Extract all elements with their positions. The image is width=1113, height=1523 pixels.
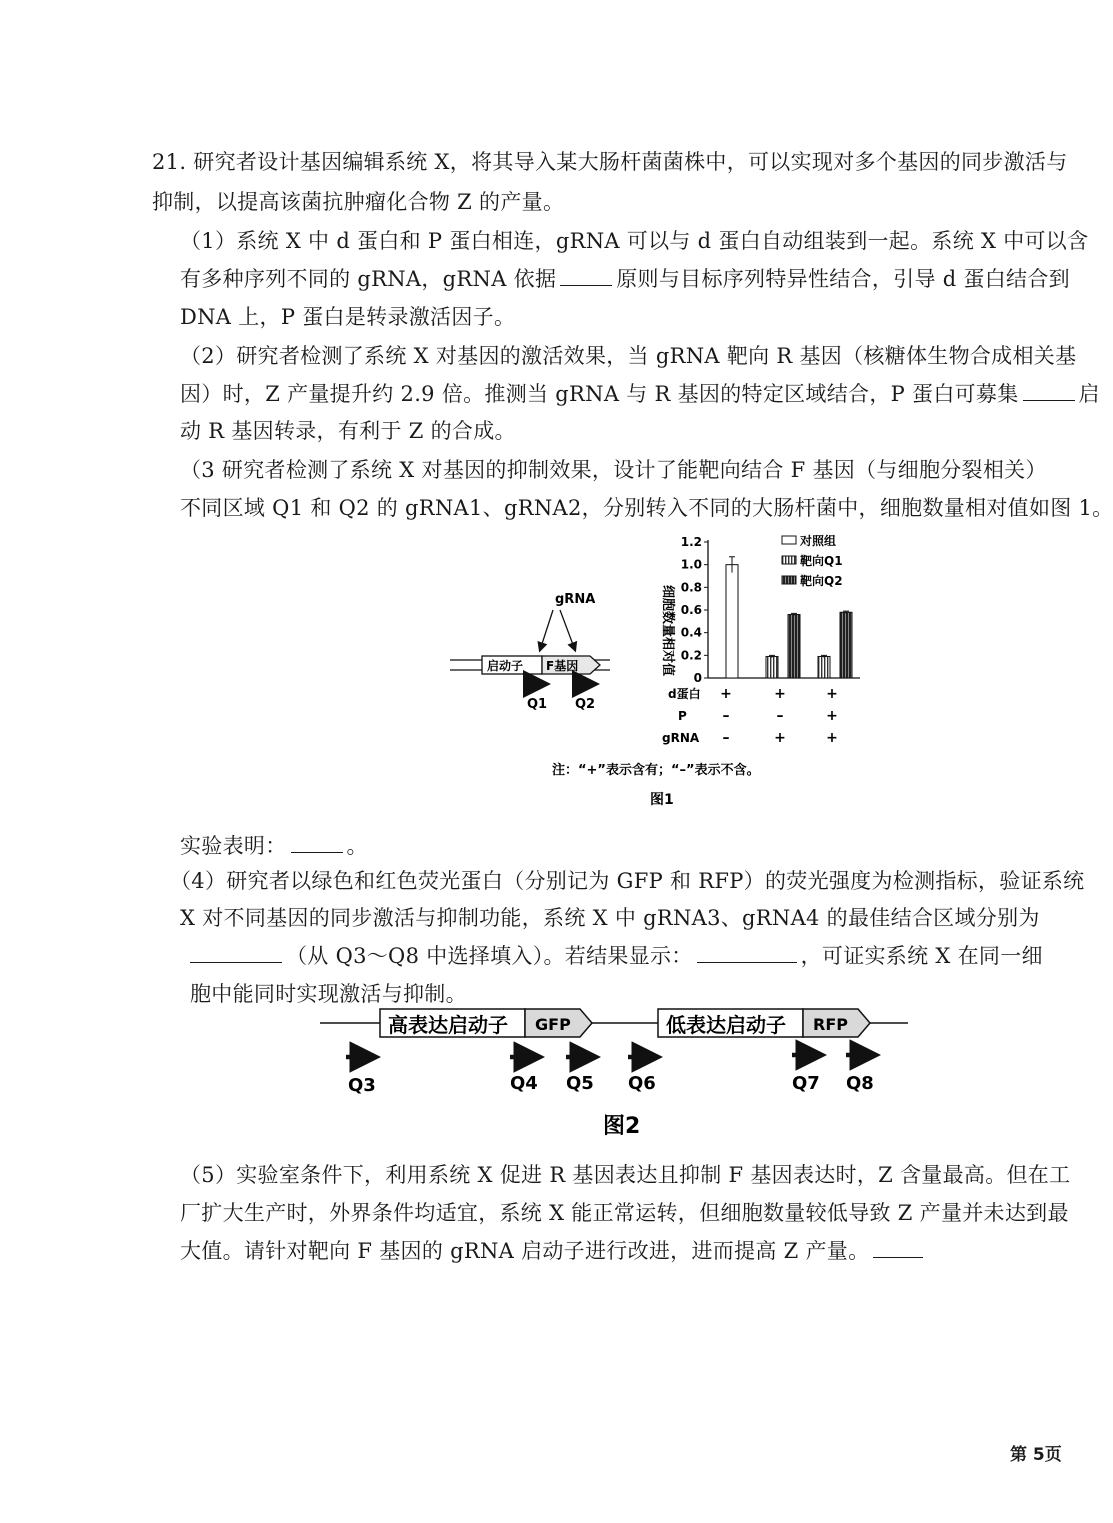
- answer-blank-4[interactable]: [190, 942, 282, 963]
- y-tick-label: 1.0: [680, 557, 702, 572]
- part5-line-1: （5）实验室条件下，利用系统 X 促进 R 基因表达且抑制 F 基因表达时，Z 含量最高。但在工: [180, 1163, 1071, 1187]
- page-number: 第 5页: [1010, 1445, 1062, 1465]
- figure1-note: 注：“+”表示含有；“–”表示不含。: [552, 763, 760, 778]
- row-label-d: d蛋白: [668, 687, 701, 701]
- part5-line-2: 厂扩大生产时，外界条件均适宜，系统 X 能正常运转，但细胞数量较低导致 Z 产量并未达到最: [180, 1201, 1069, 1225]
- part2-text-post: 启: [1078, 382, 1100, 406]
- q1-label: Q1: [527, 697, 548, 712]
- q2-label: Q2: [575, 697, 596, 712]
- part4-line-3: [190, 941, 1043, 971]
- part1-line-2: [180, 264, 1070, 294]
- part4-line-4: 胞中能同时实现激活与抑制。: [190, 982, 467, 1006]
- part5-text: 大值。请针对靶向 F 基因的 gRNA 启动子进行改进，进而提高 Z 产量。: [180, 1239, 870, 1263]
- condition-symbol: +: [774, 686, 786, 702]
- chart-ylabel: 细胞数量相对值: [660, 585, 675, 677]
- low-promoter-label: 低表达启动子: [666, 1013, 786, 1037]
- figure-1: [440, 530, 880, 820]
- bar-dark-stripe: [788, 615, 800, 678]
- part5-line-3: [180, 1236, 927, 1266]
- grna-arrow-right: [560, 610, 575, 650]
- legend-label-q2: 靶向Q2: [800, 574, 843, 588]
- part2-line-1: （2）研究者检测了系统 X 对基因的激活效果，当 gRNA 靶向 R 基因（核糖体生物合成相关基: [180, 344, 1077, 368]
- q8-label: Q8: [846, 1073, 874, 1094]
- y-tick-label: 1.2: [680, 535, 702, 549]
- bar-dark-stripe: [840, 612, 852, 678]
- part4-line-1: （4）研究者以绿色和红色荧光蛋白（分别记为 GFP 和 RFP）的荧光强度为检测指标，验证系统: [170, 869, 1085, 893]
- condition-symbol: +: [826, 730, 838, 746]
- part3-result-pre: 实验表明：: [180, 834, 287, 858]
- promoter-label: 启动子: [487, 659, 524, 673]
- condition-symbol: +: [826, 708, 838, 724]
- y-tick-label: 0.4: [680, 625, 702, 640]
- condition-symbol: –: [722, 708, 730, 724]
- gfp-label: GFP: [535, 1015, 571, 1034]
- y-tick-label: 0.8: [680, 580, 702, 595]
- part3-result-post: 。: [346, 834, 368, 858]
- high-promoter-label: 高表达启动子: [388, 1013, 508, 1037]
- part1-line-1: （1）系统 X 中 d 蛋白和 P 蛋白相连，gRNA 可以与 d 蛋白自动组装到一起。系统 X 中可以含: [180, 229, 1089, 253]
- q6-label: Q6: [628, 1073, 656, 1094]
- part4-line-2: X 对不同基因的同步激活与抑制功能，系统 X 中 gRNA3、gRNA4 的最佳结合区域分别为: [180, 906, 1040, 930]
- part2-line-2: [180, 379, 1100, 409]
- part1-text-pre: 有多种序列不同的 gRNA，gRNA 依据: [180, 267, 557, 291]
- condition-symbol: +: [720, 686, 732, 702]
- condition-symbol: +: [774, 730, 786, 746]
- figure2-caption: 图2: [603, 1114, 641, 1139]
- legend-swatch-control: [782, 536, 796, 544]
- grna-arrow-left: [540, 610, 553, 650]
- chart-legend: [782, 533, 843, 588]
- figure-2: [300, 1005, 920, 1145]
- part4-text-mid: （从 Q3～Q8 中选择填入）。若结果显示：: [286, 944, 693, 968]
- legend-swatch-q2: [782, 576, 796, 584]
- row-label-p: P: [678, 709, 687, 723]
- part3-line-1: （3 研究者检测了系统 X 对基因的抑制效果，设计了能靶向结合 F 基因（与细胞分裂相关）: [180, 458, 1047, 482]
- part1-text-post: 原则与目标序列特异性结合，引导 d 蛋白结合到: [616, 267, 1070, 291]
- part3-result-line: [180, 831, 368, 861]
- bar-white: [726, 565, 738, 678]
- bar-light-stripe: [766, 656, 778, 678]
- grna-label: gRNA: [555, 592, 596, 607]
- condition-symbol: +: [826, 686, 838, 702]
- answer-blank-2[interactable]: [1023, 380, 1075, 401]
- y-tick-label: 0: [693, 671, 702, 685]
- legend-label-q1: 靶向Q1: [800, 554, 843, 568]
- legend-swatch-q1: [782, 556, 796, 564]
- figure1-gene-diagram: [450, 592, 610, 712]
- f-gene-label: F基因: [546, 659, 579, 673]
- y-tick-label: 0.2: [680, 648, 702, 663]
- q3-label: Q3: [348, 1075, 376, 1096]
- question-line-1: 21. 研究者设计基因编辑系统 X，将其导入某大肠杆菌菌株中，可以实现对多个基因的同步激活与: [152, 150, 1068, 174]
- figure1-caption: 图1: [650, 792, 674, 808]
- condition-symbol: –: [776, 708, 784, 724]
- part2-line-3: 动 R 基因转录，有利于 Z 的合成。: [180, 419, 516, 443]
- question-line-2: 抑制，以提高该菌抗肿瘤化合物 Z 的产量。: [152, 190, 565, 214]
- q5-label: Q5: [566, 1073, 594, 1094]
- part2-text-pre: 因）时，Z 产量提升约 2.9 倍。推测当 gRNA 与 R 基因的特定区域结合，P 蛋白可募集: [180, 382, 1019, 406]
- answer-blank-1[interactable]: [560, 265, 612, 286]
- part1-line-3: DNA 上，P 蛋白是转录激活因子。: [180, 305, 516, 329]
- q7-label: Q7: [792, 1073, 820, 1094]
- answer-blank-5[interactable]: [697, 942, 797, 963]
- y-tick-label: 0.6: [680, 603, 702, 617]
- row-label-grna: gRNA: [662, 731, 700, 745]
- answer-blank-3[interactable]: [291, 832, 343, 853]
- q4-label: Q4: [510, 1073, 538, 1094]
- answer-blank-6[interactable]: [873, 1237, 923, 1258]
- condition-symbol: –: [722, 730, 730, 746]
- bar-light-stripe: [818, 656, 830, 678]
- rfp-label: RFP: [813, 1015, 848, 1034]
- part3-line-2: 不同区域 Q1 和 Q2 的 gRNA1、gRNA2，分别转入不同的大肠杆菌中，细胞数量相对值如图 1。: [180, 496, 1113, 520]
- legend-label-control: 对照组: [800, 534, 837, 548]
- part4-text-post: ，可证实系统 X 在同一细: [800, 944, 1043, 968]
